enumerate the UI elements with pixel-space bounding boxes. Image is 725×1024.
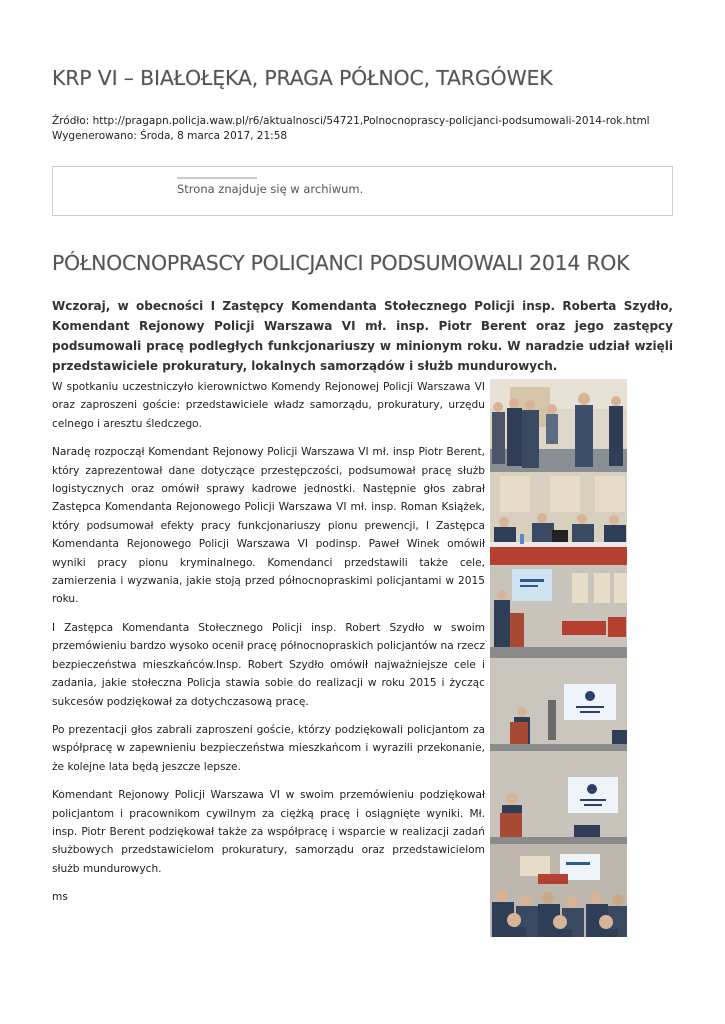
generated-line: Wygenerowano: Środa, 8 marca 2017, 21:58 [52,130,288,142]
archive-notice-text: Strona znajduje się w archiwum. [177,182,364,196]
photo-audience[interactable] [490,844,627,937]
photo-speaker-presentation[interactable] [490,565,627,658]
archive-notice-box [52,166,673,216]
article-paragraph-3: I Zastępca Komendanta Stołecznego Policji insp. Robert Szydło w swoim przemówieniu bardzo wysoko ocenił pracę północnopraskich policjantów na rzecz bezpieczeństwa mieszkańców.Insp. Robert Szydło omówił najważniejsze cele i zadania, jakie stołeczna Policja stawia sobie do realizacji w roku 2015 i życząc sukcesów podziękował za dotychczasową pracę. [52,621,485,708]
site-title: KRP VI – BIAŁOŁĘKA, PRAGA PÓŁNOC, TARGÓWEK [52,66,553,90]
archive-notice-divider [177,177,257,179]
photo-podium-slide[interactable] [490,658,627,751]
article-body [52,378,485,917]
article-paragraph-2: Naradę rozpoczął Komendant Rejonowy Policji Warszawa VI mł. insp Piotr Berent, który zaprezentował dane dotyczące przestępczości, podsumował pracę służb logistycznych oraz omówił sprawy kadrowe jednostki. Następnie głos zabrał Zastępca Komendanta Rejonowego Policji Warszawa VI mł. insp. Roman Książek, który podsumował efekty pracy funkcjonariuszy pionu prewencji, I Zastępca Komendanta Rejonowego Policji Warszawa VI podinsp. Paweł Winek omówił wyniki pracy pionu kryminalnego. Komendanci przedstawili także cele, zamierzenia i wyzwania, jakie stoją przed północnopraskimi policjantami w 2015 roku. [52,446,485,606]
article-paragraph-1: W spotkaniu uczestniczyło kierownictwo Komendy Rejonowej Policji Warszawa VI oraz zaproszeni goście: przedstawiciele władz samorządu, prokuratury, urzędu celnego i aresztu śledczego. [52,381,485,430]
article-lead: Wczoraj, w obecności I Zastępcy Komendanta Stołecznego Policji insp. Roberta Szydło, Komendant Rejonowy Policji Warszawa VI mł. insp. Piotr Berent oraz jego zastępcy podsumowali pracę podległych funkcjonariuszy w minionym roku. W naradzie udział wzięli przedstawiciele prokuratury, lokalnych samorządów i służb mundurowych. [52,299,673,373]
photo-gallery [490,379,627,937]
source-meta [52,114,650,144]
article-title: PÓŁNOCNOPRASCY POLICJANCI PODSUMOWALI 2014 ROK [52,251,630,275]
photo-officers-at-table[interactable] [490,472,627,565]
photo-officers-handshake[interactable] [490,379,627,472]
photo-speaker-screen[interactable] [490,751,627,844]
article-paragraph-5: Komendant Rejonowy Policji Warszawa VI w swoim przemówieniu podziękował policjantom i pracownikom cywilnym za ciężką pracę i osiągnięte wyniki. Mł. insp. Piotr Berent podziękował także za współpracę i wsparcie w realizacji zadań służbowych przedstawicielom prokuratury, samorządu oraz przedstawicielom służb mundurowych. [52,789,485,875]
article-signature: ms [52,891,68,904]
source-line: Źródło: http://pragapn.policja.waw.pl/r6/aktualnosci/54721,Polnocnoprascy-policjanci-podsumowali-2014-rok.html [52,115,650,127]
article-paragraph-4: Po prezentacji głos zabrali zaproszeni goście, którzy podziękowali policjantom za współpracę w zapewnieniu bezpieczeństwa mieszkańcom i wyrazili przekonanie, że kolejne lata będą jeszcze lepsze. [52,723,485,773]
